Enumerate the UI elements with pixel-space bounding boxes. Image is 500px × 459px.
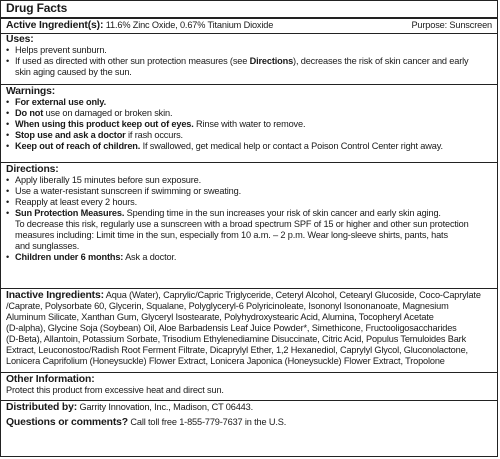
distributed-by: Distributed by: Garrity Innovation, Inc., Madison, CT 06443. xyxy=(6,402,253,413)
directions-heading: Directions: xyxy=(6,164,59,175)
inactive-line: Inactive Ingredients: Aqua (Water), Caprylic/Capric Triglyceride, Ceteryl Alcohol, Cetearyl Glucoside, Coco-Caprylate xyxy=(6,290,481,301)
purpose: Purpose: Sunscreen xyxy=(411,20,492,30)
active-ingredients xyxy=(6,20,273,31)
warning-item: • Stop use and ask a doctor if rash occurs. xyxy=(6,130,492,141)
direction-item: • Use a water-resistant sunscreen if swimming or sweating. xyxy=(6,186,492,197)
directions-section xyxy=(1,164,497,263)
inactive-section xyxy=(1,290,497,367)
inactive-heading: Inactive Ingredients: xyxy=(6,290,104,301)
inactive-line: (D-alpha), Glycine Soja (Soybean) Oil, Aloe Barbadensis Leaf Juice Powder*, Simethicone, Fructooligosaccharides xyxy=(6,323,457,333)
inactive-line: /Caprate, Polysorbate 60, Glycerin, Squalane, Polyglyceryl-6 Polyricinoleate, Isononyl Isononanoate, Magnesium xyxy=(6,301,449,311)
uses-item: • Helps prevent sunburn. xyxy=(6,45,492,56)
questions: Questions or comments? Call toll free 1-855-779-7637 in the U.S. xyxy=(6,417,287,428)
active-text: 11.6% Zinc Oxide, 0.67% Titanium Dioxide xyxy=(105,20,274,30)
uses-item: • If used as directed with other sun protection measures (see Directions), decreases the risk of skin cancer and early xyxy=(6,56,492,67)
direction-item: • Reapply at least every 2 hours. xyxy=(6,197,492,208)
other-info-section xyxy=(1,374,497,396)
uses-section xyxy=(1,34,497,78)
direction-item-cont: To decrease this risk, regularly use a sunscreen with a broad spectrum SPF of 15 or higher and other sun protection xyxy=(15,219,469,229)
active-heading: Active Ingredient(s): xyxy=(6,20,104,31)
warnings-section xyxy=(1,86,497,152)
other-info-heading: Other Information: xyxy=(6,374,95,385)
uses-heading: Uses: xyxy=(6,34,34,45)
inactive-line: (D-Beta), Allantoin, Potassium Sorbate, Trisodium Ethylenediamine Disuccinate, Citric Acid, Populus Temuloides Bark xyxy=(6,334,467,344)
warning-item: • Do not use on damaged or broken skin. xyxy=(6,108,492,119)
direction-item: • Children under 6 months: Ask a doctor. xyxy=(6,252,492,263)
direction-item: • Sun Protection Measures. Spending time in the sun increases your risk of skin cancer and early skin aging. xyxy=(6,208,492,219)
inactive-line: Extract, Leuconostoc/Radish Root Ferment Filtrate, Dicaprylyl Ether, 1,2 Hexanediol, Caprylyl Glycol, Gluconolactone, xyxy=(6,345,468,355)
active-ingredients-row xyxy=(1,20,497,31)
uses-item-cont: skin aging caused by the sun. xyxy=(15,67,132,77)
inactive-line: Lonicera Caprifolium (Honeysuckle) Flower Extract, Lonicera Japonica (Honeysuckle) Flower Extract, Tropolone xyxy=(6,356,445,366)
panel-title: Drug Facts xyxy=(6,1,68,15)
direction-item: • Apply liberally 15 minutes before sun exposure. xyxy=(6,175,492,186)
direction-item-cont: and sunglasses. xyxy=(15,241,80,251)
warning-item: • For external use only. xyxy=(6,97,492,108)
warning-item: • When using this product keep out of eyes. Rinse with water to remove. xyxy=(6,119,492,130)
warnings-heading: Warnings: xyxy=(6,86,56,97)
warning-item: • Keep out of reach of children. If swallowed, get medical help or contact a Poison Control Center right away. xyxy=(6,141,492,152)
direction-item-cont: measures including: Limit time in the sun, especially from 10 a.m. – 2 p.m. Wear long-sleeve shirts, pants, hats xyxy=(15,230,448,240)
inactive-line: Aluminum Silicate, Xanthan Gum, Glyceryl Isostearate, Polyhydroxystearic Acid, Alumina, Tocopheryl Acetate xyxy=(6,312,434,322)
other-info-text: Protect this product from excessive heat and direct sun. xyxy=(6,385,224,395)
